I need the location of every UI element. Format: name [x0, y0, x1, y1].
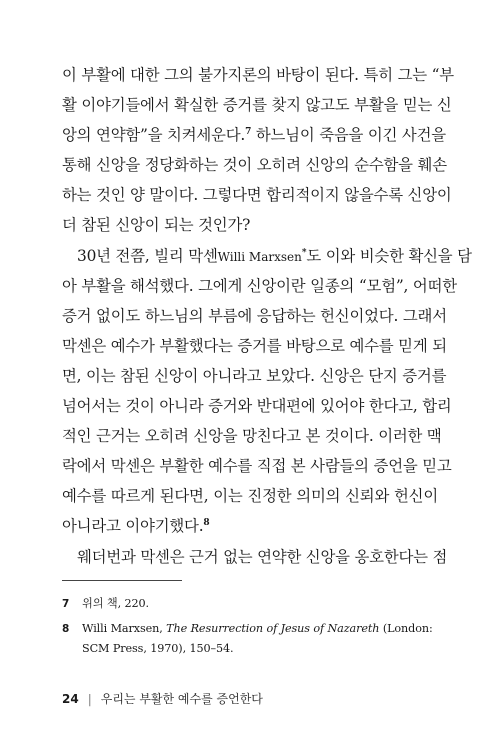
text-line: 면, 이는 참된 신앙이 아니라고 보았다. 신앙은 단지 증거를 [62, 366, 447, 385]
footer-separator: | [87, 692, 92, 706]
text-segment: 30년 전쯤, 빌리 막센 [77, 246, 218, 265]
footnote-ref-7[interactable]: 7 [245, 127, 252, 138]
footnote-number: 7 [62, 598, 70, 610]
text-segment: 아니라고 이야기했다. [62, 517, 204, 536]
text-line: 적인 근거는 오히려 신앙을 망친다고 본 것이다. 이러한 맥 [62, 427, 442, 446]
text-line [62, 511, 438, 541]
footnote-ref-star: * [301, 247, 307, 258]
text-segment: 하느님이 죽음을 이긴 사건을 [251, 126, 446, 145]
running-title: 우리는 부활한 예수를 증언한다 [100, 692, 263, 706]
text-segment: 앙의 연약함”을 치켜세운다. [62, 126, 246, 145]
name-gloss: Willi Marxsen [217, 249, 302, 264]
text-line: 웨더번과 막센은 근거 없는 연약한 신앙을 옹호한다는 점 [77, 547, 448, 566]
footnote-text: 위의 책, 220. [82, 597, 149, 610]
footnote-ref-8[interactable]: 8 [203, 518, 210, 529]
footnotes [62, 594, 438, 664]
text-line: 넘어서는 것이 아니라 증거와 반대편에 있어야 한다고, 합리 [62, 397, 452, 416]
text-line: 막센은 예수가 부활했다는 증거를 바탕으로 예수를 믿게 되 [62, 336, 447, 355]
footnote-divider [62, 580, 182, 581]
footnote-publication: (London: SCM Press, 1970), 150–54. [82, 622, 433, 655]
text-line: 아 부활을 해석했다. 그에게 신앙이란 일종의 “모험”, 어떠한 [62, 276, 457, 295]
text-line [62, 120, 446, 150]
page-number: 24 [62, 692, 79, 706]
footnote-author: Willi Marxsen, [82, 622, 163, 635]
text-line [62, 241, 472, 271]
text-line: 활 이야기들에서 확실한 증거를 찾지 않고도 부활을 믿는 신 [62, 96, 452, 115]
text-line: 이 부활에 대한 그의 불가지론의 바탕이 된다. 특히 그는 “부 [62, 66, 454, 84]
footnote [62, 594, 438, 614]
footnote-book-title: The Resurrection of Jesus of Nazareth [166, 622, 380, 635]
text-line: 더 참된 신앙이 되는 것인가? [62, 216, 251, 235]
footnote [62, 619, 438, 659]
text-line: 락에서 막센은 부활한 예수를 직접 본 사람들의 증언을 믿고 [62, 457, 452, 476]
text-segment: 도 이와 비슷한 확신을 담 [306, 246, 472, 265]
text-line: 통해 신앙을 정당화하는 것이 오히려 신앙의 순수함을 훼손 [62, 156, 447, 175]
body-text [62, 60, 472, 572]
footnote-number: 8 [62, 623, 70, 635]
text-line: 증거 없이도 하느님의 부름에 응답하는 헌신이었다. 그래서 [62, 306, 447, 325]
text-line: 하는 것인 양 말이다. 그렇다면 합리적이지 않을수록 신앙이 [62, 186, 452, 205]
footnote-text [82, 619, 438, 659]
page-footer [62, 690, 263, 707]
text-line: 예수를 따르게 된다면, 이는 진정한 의미의 신뢰와 헌신이 [62, 487, 438, 506]
